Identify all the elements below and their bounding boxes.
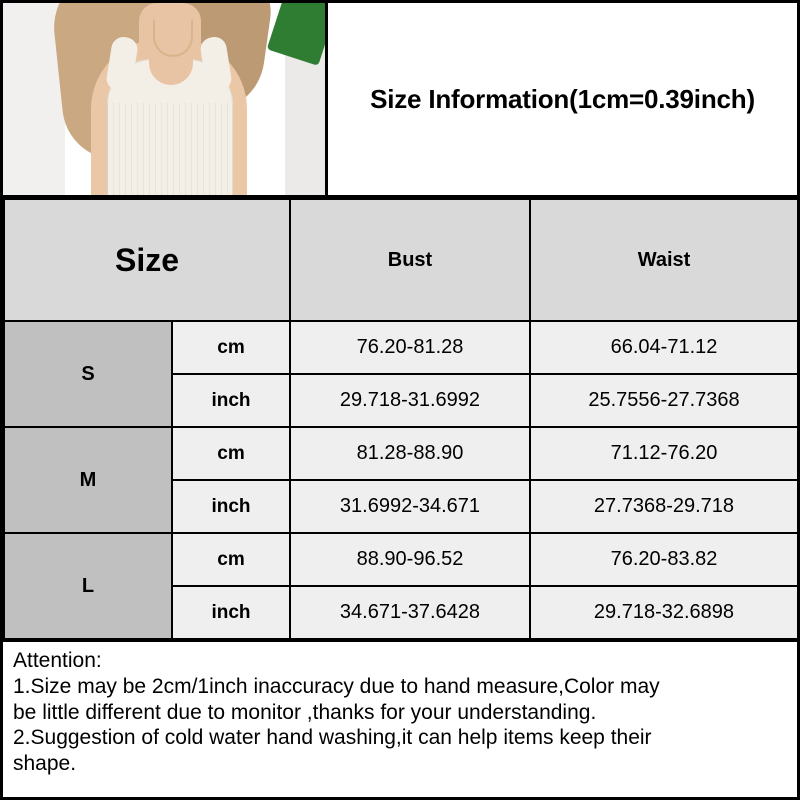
bust-value: 88.90-96.52 (290, 533, 530, 586)
table-header-row (4, 199, 798, 321)
size-label-l: L (4, 533, 172, 639)
header-bust: Bust (290, 199, 530, 321)
waist-value: 27.7368-29.718 (530, 480, 798, 533)
table-row (4, 427, 798, 480)
size-table (3, 198, 799, 640)
bust-value: 76.20-81.28 (290, 321, 530, 374)
size-information-title (328, 3, 797, 195)
product-photo (3, 3, 328, 195)
unit-cm: cm (172, 321, 290, 374)
bust-value: 29.718-31.6992 (290, 374, 530, 427)
attention-heading: Attention: (13, 649, 102, 672)
waist-value: 25.7556-27.7368 (530, 374, 798, 427)
bust-value: 31.6992-34.671 (290, 480, 530, 533)
green-corner-marker (267, 3, 328, 66)
waist-value: 71.12-76.20 (530, 427, 798, 480)
attention-block (3, 640, 797, 797)
header-band (3, 3, 797, 198)
attention-line-2: be little different due to monitor ,thanks for your understanding. (13, 700, 597, 724)
unit-cm: cm (172, 427, 290, 480)
size-label-s: S (4, 321, 172, 427)
unit-inch: inch (172, 480, 290, 533)
attention-line-4: shape. (13, 752, 77, 776)
unit-cm: cm (172, 533, 290, 586)
size-label-m: M (4, 427, 172, 533)
header-waist: Waist (530, 199, 798, 321)
waist-value: 66.04-71.12 (530, 321, 798, 374)
bust-value: 34.671-37.6428 (290, 586, 530, 639)
unit-inch: inch (172, 374, 290, 427)
header-size: Size (4, 199, 290, 321)
attention-line-1: 1.Size may be 2cm/1inch inaccuracy due to hand measure,Color may (13, 674, 660, 698)
waist-value: 76.20-83.82 (530, 533, 798, 586)
unit-inch: inch (172, 586, 290, 639)
bust-value: 81.28-88.90 (290, 427, 530, 480)
attention-line-3: 2.Suggestion of cold water hand washing,it can help items keep their (13, 726, 652, 750)
table-row (4, 533, 798, 586)
waist-value: 29.718-32.6898 (530, 586, 798, 639)
table-row (4, 321, 798, 374)
product-photo-illustration (3, 3, 325, 195)
title-text: Size Information(1cm=0.39inch) (370, 83, 755, 114)
